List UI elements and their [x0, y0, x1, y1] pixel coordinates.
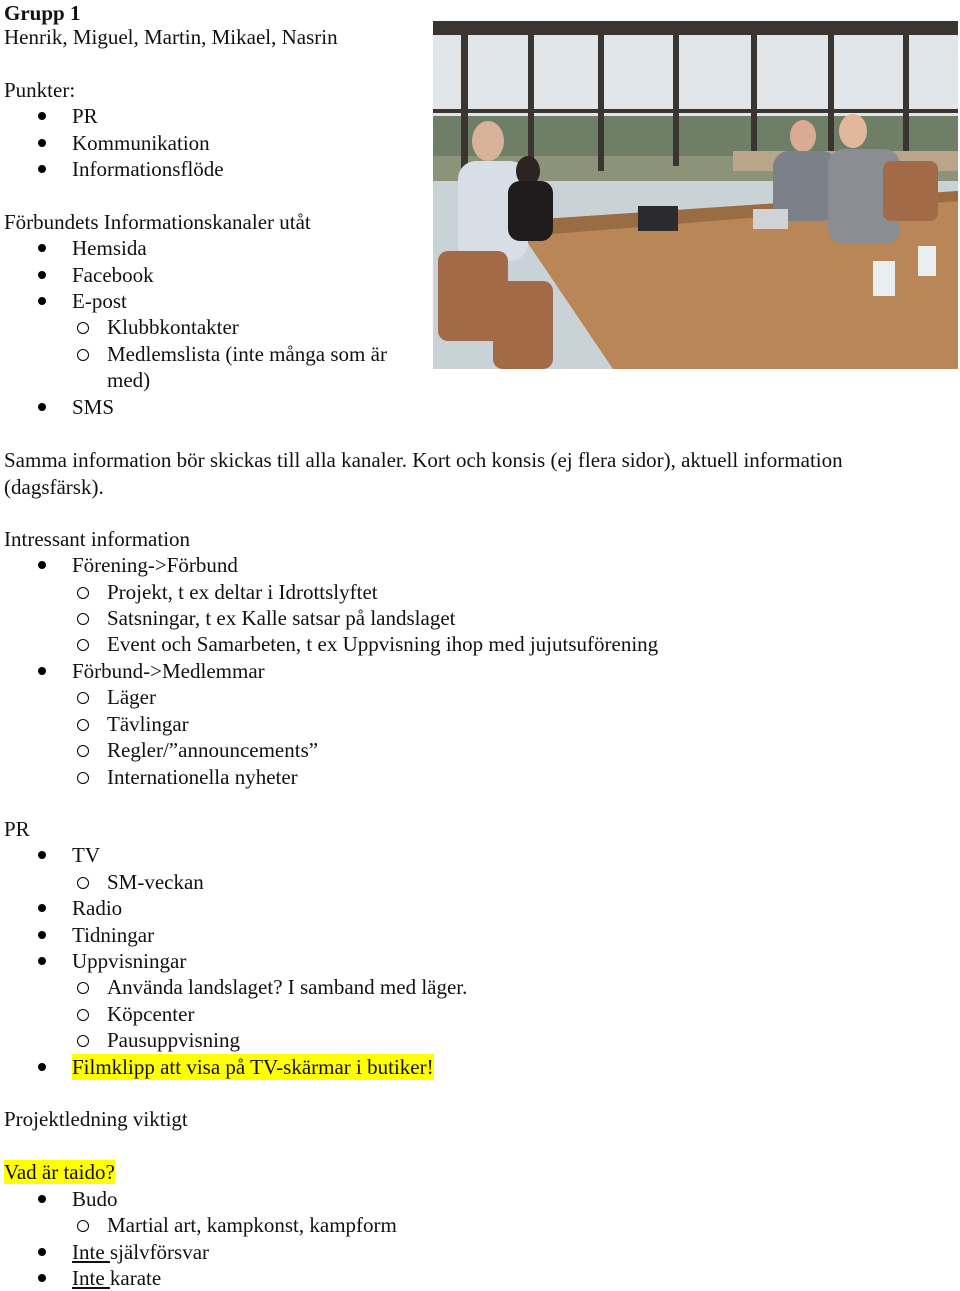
bullet-icon	[38, 244, 46, 252]
list-item: Inte självförsvar	[4, 1239, 904, 1265]
circle-bullet-icon	[77, 322, 89, 334]
sub-item: Läger	[4, 684, 904, 710]
circle-bullet-icon	[77, 1035, 89, 1047]
list-item: Tidningar	[4, 922, 904, 948]
bullet-icon	[38, 165, 46, 173]
projektledning: Projektledning viktigt	[4, 1107, 188, 1131]
bullet-icon	[38, 1063, 46, 1071]
sub-item: Satsningar, t ex Kalle satsar på landslaget	[4, 605, 904, 631]
circle-bullet-icon	[77, 745, 89, 757]
sub-item: Projekt, t ex deltar i Idrottslyftet	[4, 579, 904, 605]
sub-item: Klubbkontakter	[4, 314, 424, 340]
sub-item: Medlemslista (inte många som är	[4, 341, 424, 367]
sub-item: Event och Samarbeten, t ex Uppvisning ihop med jujutsuförening	[4, 631, 904, 657]
bullet-icon	[38, 112, 46, 120]
sub-item: Martial art, kampkonst, kampform	[4, 1212, 904, 1238]
sub-item: Tävlingar	[4, 711, 904, 737]
list-item: Hemsida	[4, 235, 404, 261]
circle-bullet-icon	[77, 1009, 89, 1021]
circle-bullet-icon	[77, 1220, 89, 1232]
underlined-word: Inte	[72, 1266, 110, 1290]
list-item: Förbund->Medlemmar	[4, 658, 904, 684]
sub-item: Köpcenter	[4, 1001, 904, 1027]
bullet-icon	[38, 1248, 46, 1256]
bullet-icon	[38, 1195, 46, 1203]
bullet-icon	[38, 139, 46, 147]
bullet-icon	[38, 667, 46, 675]
list-item: Radio	[4, 895, 904, 921]
samma-line1: Samma information bör skickas till alla kanaler. Kort och konsis (ej flera sidor), aktuell information	[4, 448, 843, 472]
circle-bullet-icon	[77, 692, 89, 704]
list-item: E-post	[4, 288, 404, 314]
circle-bullet-icon	[77, 587, 89, 599]
circle-bullet-icon	[77, 719, 89, 731]
list-item: PR	[4, 103, 404, 129]
samma-line2: (dagsfärsk).	[4, 475, 104, 499]
bullet-icon	[38, 271, 46, 279]
bullet-icon	[38, 851, 46, 859]
circle-bullet-icon	[77, 613, 89, 625]
bullet-icon	[38, 297, 46, 305]
taido-heading: Vad är taido?	[4, 1160, 115, 1184]
circle-bullet-icon	[77, 639, 89, 651]
bullet-icon	[38, 403, 46, 411]
list-item: Inte karate	[4, 1265, 904, 1291]
meeting-photo	[433, 21, 958, 369]
list-item: Förening->Förbund	[4, 552, 904, 578]
sub-item: Internationella nyheter	[4, 764, 904, 790]
sub-item: Använda landslaget? I samband med läger.	[4, 974, 904, 1000]
list-item: Kommunikation	[4, 130, 404, 156]
bullet-icon	[38, 957, 46, 965]
list-item	[4, 1054, 904, 1080]
list-item: Budo	[4, 1186, 904, 1212]
punkter-heading: Punkter:	[4, 78, 76, 102]
bullet-icon	[38, 904, 46, 912]
bullet-icon	[38, 561, 46, 569]
intressant-heading: Intressant information	[4, 527, 191, 551]
sub-item: SM-veckan	[4, 869, 904, 895]
sub-item: Pausuppvisning	[4, 1027, 904, 1053]
members: Henrik, Miguel, Martin, Mikael, Nasrin	[4, 25, 338, 49]
bullet-icon	[38, 1274, 46, 1282]
highlighted-text: Filmklipp att visa på TV-skärmar i butiker!	[72, 1055, 434, 1079]
sub-item-continued: med)	[107, 368, 151, 392]
pr-heading: PR	[4, 817, 30, 841]
underlined-word: Inte	[72, 1240, 110, 1264]
group-title: Grupp 1	[4, 1, 81, 25]
list-item: SMS	[4, 394, 404, 420]
list-item: Informationsflöde	[4, 156, 404, 182]
list-item: Facebook	[4, 262, 404, 288]
sub-item: Regler/”announcements”	[4, 737, 904, 763]
circle-bullet-icon	[77, 772, 89, 784]
list-item: TV	[4, 842, 904, 868]
bullet-icon	[38, 931, 46, 939]
circle-bullet-icon	[77, 982, 89, 994]
kanaler-heading: Förbundets Informationskanaler utåt	[4, 210, 311, 234]
circle-bullet-icon	[77, 349, 89, 361]
list-item: Uppvisningar	[4, 948, 904, 974]
circle-bullet-icon	[77, 877, 89, 889]
